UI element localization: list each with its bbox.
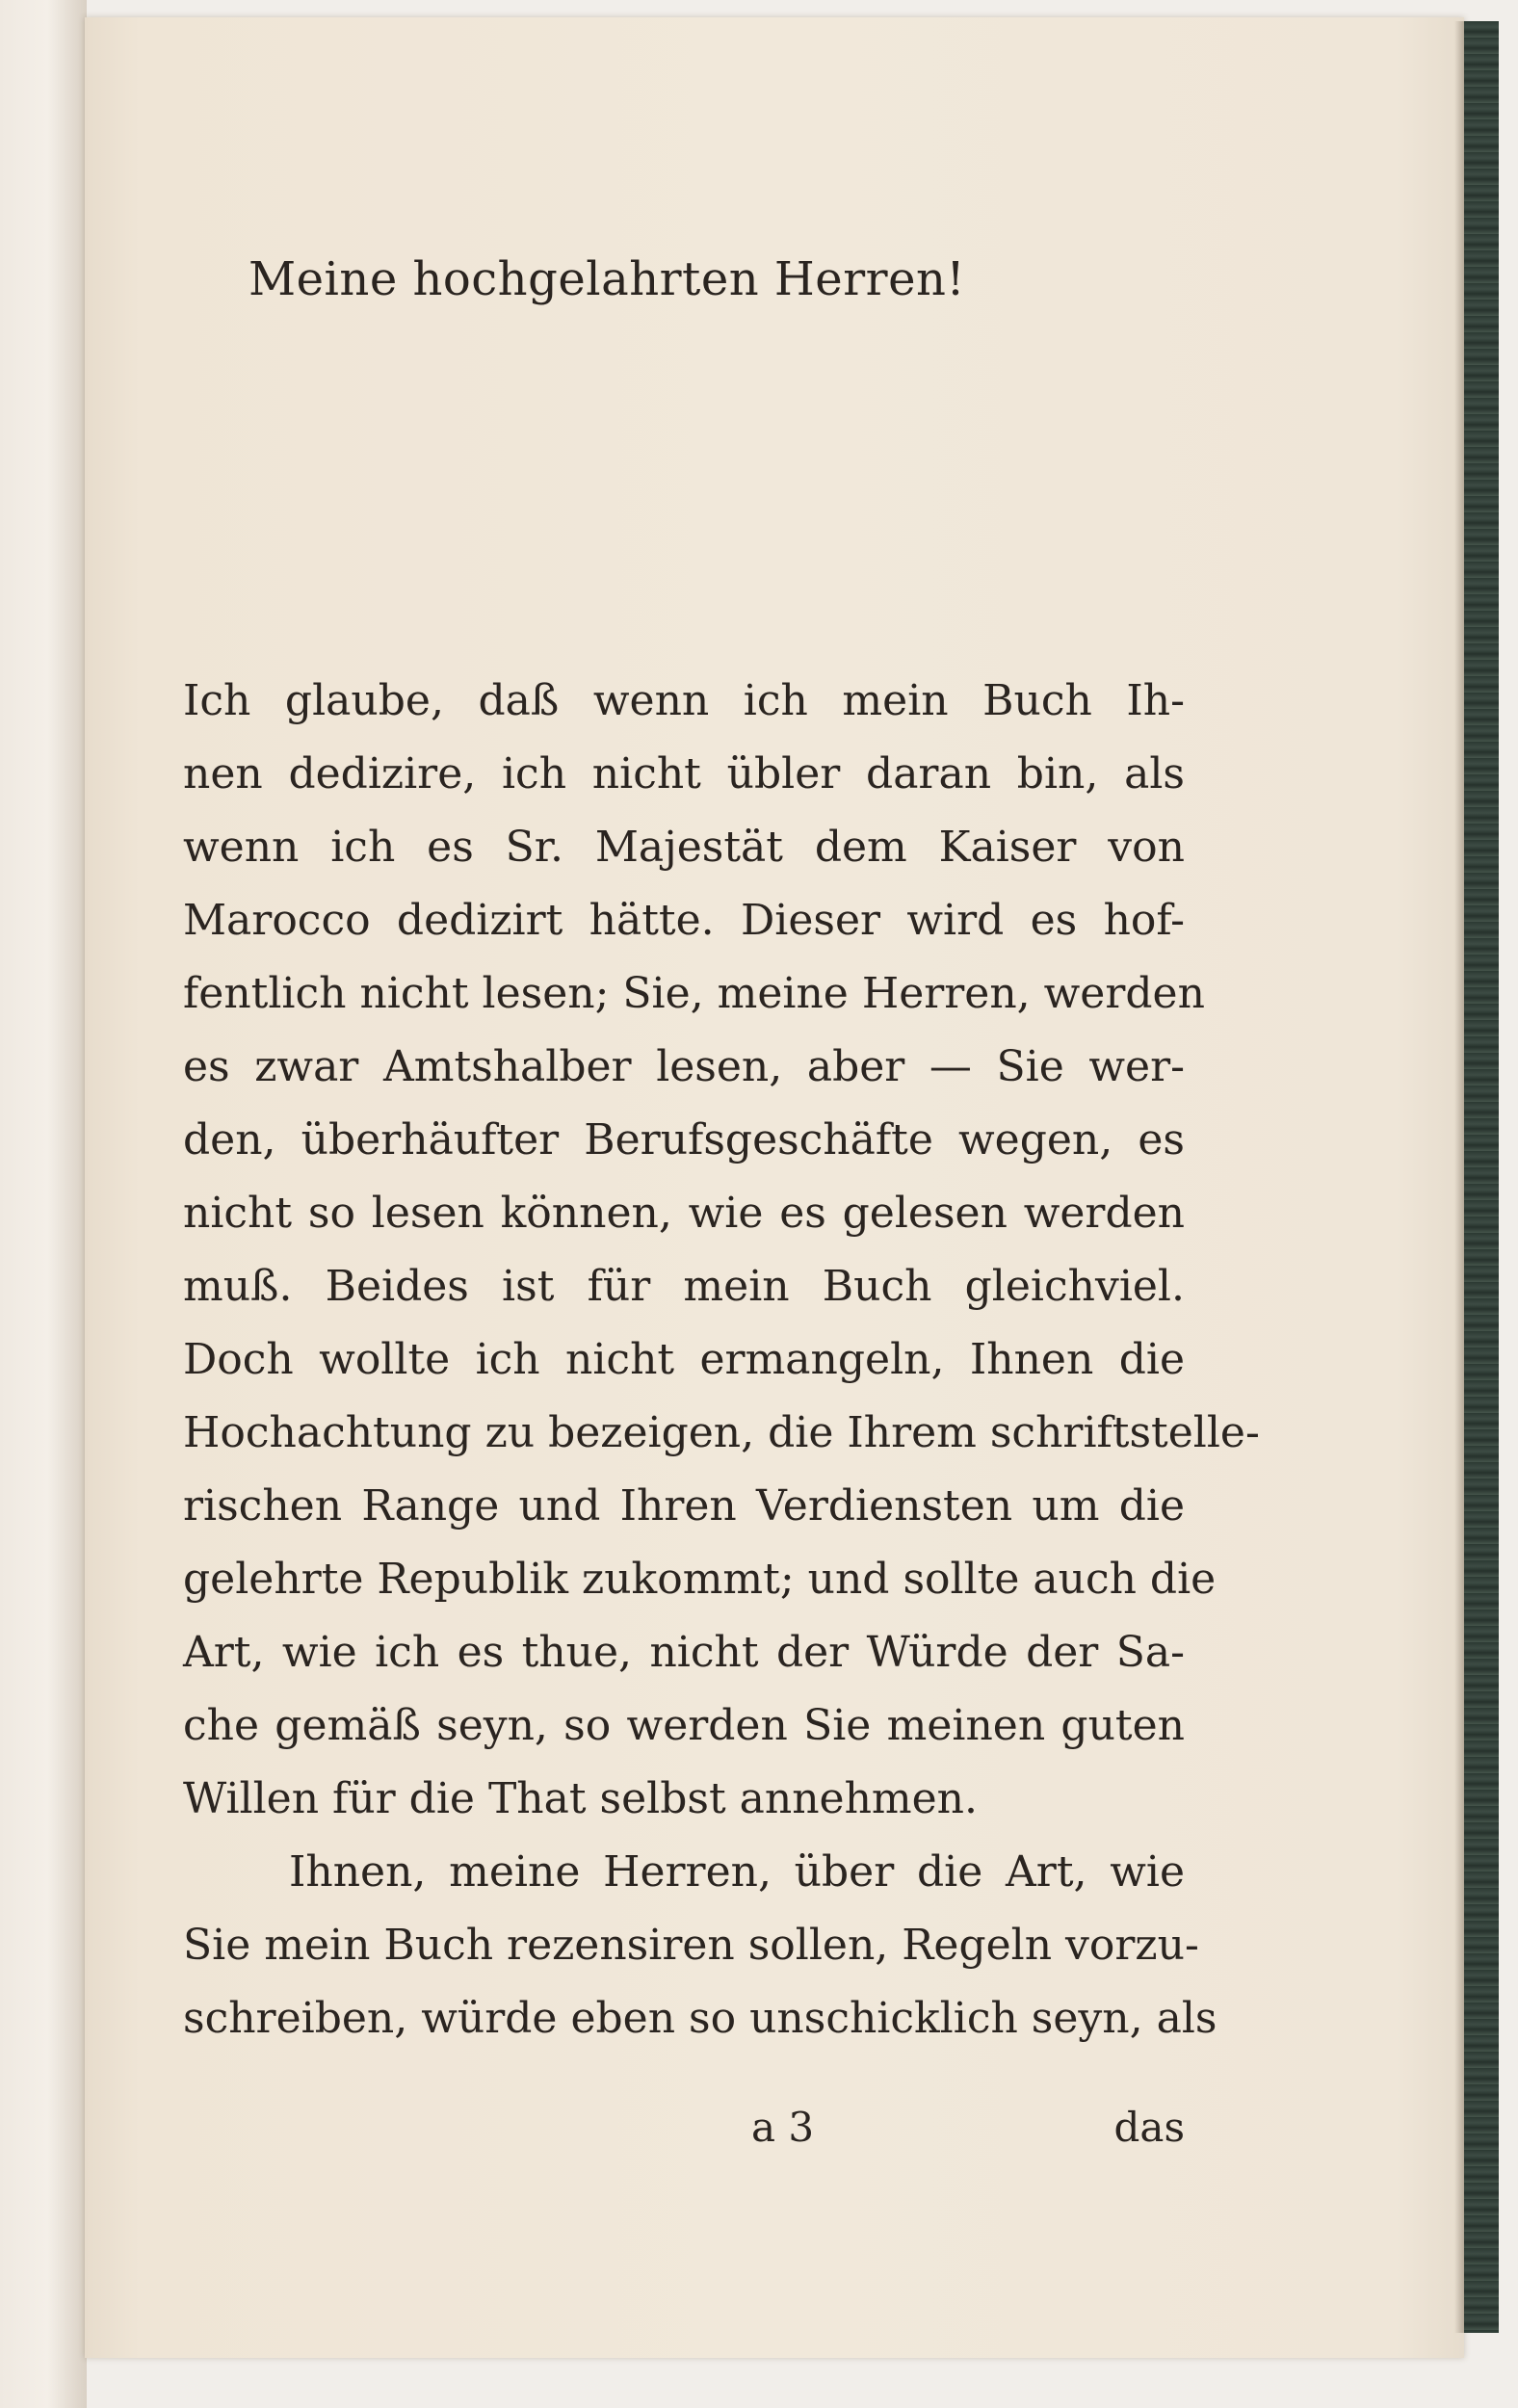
text-line: Hochachtung zu bezeigen, die Ihrem schriftstelle- [183,1408,1260,1457]
text-line: Willen für die That selbst annehmen. [183,1774,978,1823]
text-line: muß. Beides ist für mein Buch gleichviel. [183,1262,1185,1311]
signature-mark: a 3 [751,2104,815,2151]
text-line: Marocco dedizirt hätte. Dieser wird es hof- [183,896,1185,945]
paragraph-2 [183,1836,1217,2055]
text-line: rischen Range und Ihren Verdiensten um die [183,1481,1185,1531]
text-line: Ihnen, meine Herren, über die Art, wie [289,1847,1185,1897]
paragraph-1 [183,665,1260,1836]
text-line: den, überhäufter Berufsgeschäfte wegen, es [183,1115,1185,1165]
text-line: fentlich nicht lesen; Sie, meine Herren, werden [183,969,1205,1018]
marbled-cover-edge [1464,21,1499,2333]
page-heading: Meine hochgelahrten Herren! [249,252,966,306]
text-line: gelehrte Republik zukommt; und sollte auch die [183,1555,1217,1604]
text-line: wenn ich es Sr. Majestät dem Kaiser von [183,823,1185,872]
text-line: che gemäß seyn, so werden Sie meinen guten [183,1701,1185,1750]
left-page-edge [0,0,87,2408]
page-footer [183,2104,1185,2161]
text-line: Ich glaube, daß wenn ich mein Buch Ih- [183,676,1185,725]
text-line: nen dedizire, ich nicht übler daran bin, als [183,749,1185,798]
text-line: es zwar Amtshalber lesen, aber — Sie wer- [183,1042,1185,1091]
text-line: Art, wie ich es thue, nicht der Würde der Sa- [183,1628,1185,1677]
text-line: nicht so lesen können, wie es gelesen werden [183,1189,1185,1238]
text-line: Doch wollte ich nicht ermangeln, Ihnen die [183,1335,1185,1384]
text-line: schreiben, würde eben so unschicklich seyn, als [183,1994,1217,2043]
body-text [183,665,1260,2055]
catchword: das [1113,2104,1185,2151]
text-line: Sie mein Buch rezensiren sollen, Regeln vorzu- [183,1921,1199,1970]
